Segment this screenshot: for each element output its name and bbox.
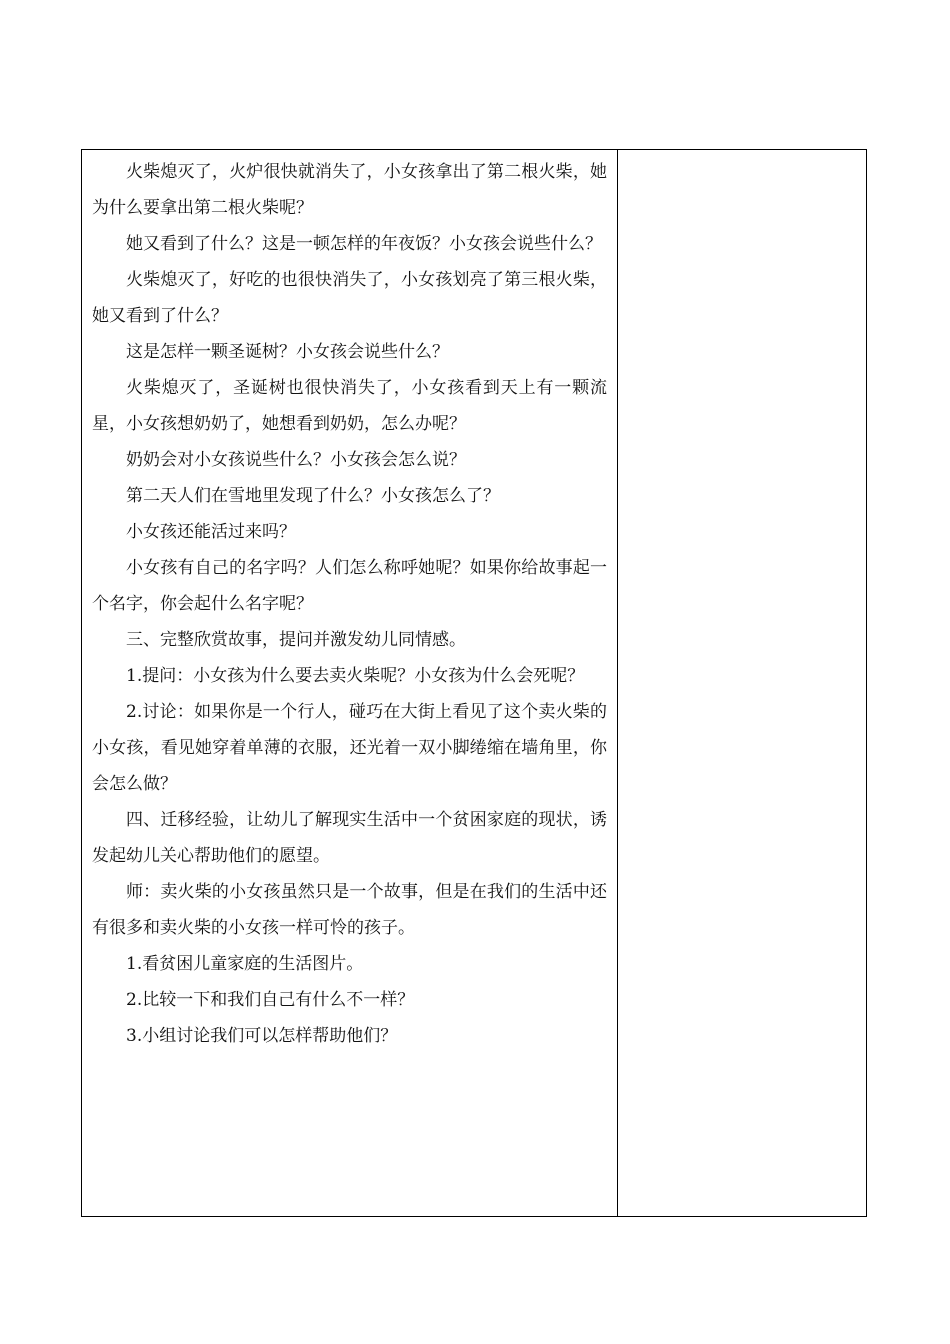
paragraph: 她又看到了什么？这是一顿怎样的年夜饭？小女孩会说些什么？ [126, 234, 602, 254]
paragraph: 奶奶会对小女孩说些什么？小女孩会怎么说？ [126, 450, 466, 470]
paragraph: 这是怎样一颗圣诞树？小女孩会说些什么？ [126, 342, 449, 362]
paragraph: 师：卖火柴的小女孩虽然只是一个故事，但是在我们的生活中还有很多和卖火柴的小女孩一样可怜的孩子。 [92, 882, 607, 938]
notes-cell [618, 150, 866, 1216]
paragraph: 小女孩有自己的名字吗？人们怎么称呼她呢？如果你给故事起一个名字，你会起什么名字呢？ [92, 558, 607, 614]
lesson-plan-table [81, 149, 867, 1217]
paragraph: 3.小组讨论我们可以怎样帮助他们？ [126, 1026, 398, 1046]
paragraph: 小女孩还能活过来吗？ [126, 522, 296, 542]
paragraph: 火柴熄灭了，火炉很快就消失了，小女孩拿出了第二根火柴，她为什么要拿出第二根火柴呢？ [92, 162, 607, 218]
paragraph: 火柴熄灭了，好吃的也很快消失了，小女孩划亮了第三根火柴，她又看到了什么？ [92, 270, 607, 326]
paragraph: 第二天人们在雪地里发现了什么？小女孩怎么了？ [126, 486, 500, 506]
paragraph: 2.比较一下和我们自己有什么不一样？ [126, 990, 415, 1010]
paragraph: 2.讨论：如果你是一个行人，碰巧在大街上看见了这个卖火柴的小女孩，看见她穿着单薄的衣服，还光着一双小脚绻缩在墙角里，你会怎么做？ [92, 702, 607, 794]
section-heading: 三、完整欣赏故事，提问并激发幼儿同情感。 [126, 630, 466, 650]
section-heading: 四、迁移经验，让幼儿了解现实生活中一个贫困家庭的现状，诱发起幼儿关心帮助他们的愿望。 [92, 810, 607, 866]
paragraph: 1.看贫困儿童家庭的生活图片。 [126, 954, 364, 974]
paragraph: 1.提问：小女孩为什么要去卖火柴呢？小女孩为什么会死呢？ [126, 666, 585, 686]
paragraph: 火柴熄灭了，圣诞树也很快消失了，小女孩看到天上有一颗流星，小女孩想奶奶了，她想看到奶奶，怎么办呢？ [92, 378, 607, 434]
lesson-content-cell [82, 150, 618, 1216]
